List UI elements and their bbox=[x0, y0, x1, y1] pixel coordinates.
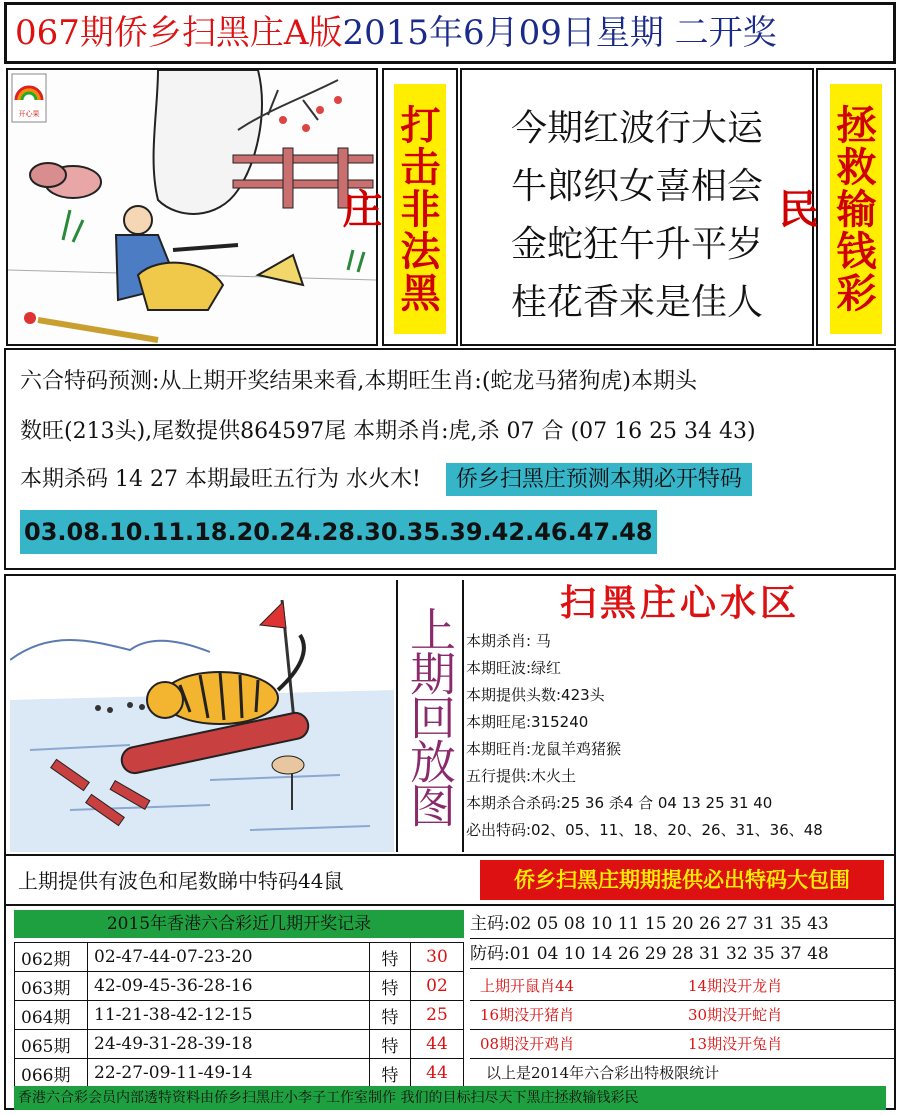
stats-row bbox=[470, 1001, 894, 1030]
right-banner: 拯救输钱彩民 bbox=[830, 84, 882, 334]
period-cell: 063期 bbox=[15, 972, 88, 1001]
table-row bbox=[15, 1001, 464, 1030]
numbers-cell: 42-09-45-36-28-16 bbox=[88, 972, 370, 1001]
special-cell: 44 bbox=[411, 1059, 464, 1088]
prediction-tag: 侨乡扫黑庄预测本期必开特码 bbox=[446, 463, 752, 496]
prediction-line-2: 数旺(213头),尾数提供864597尾 本期杀肖:虎,杀 07 合 (07 16 25 34 43) bbox=[20, 419, 756, 444]
poem-line-4: 桂花香来是佳人 bbox=[510, 282, 763, 323]
table-row bbox=[15, 1030, 464, 1059]
prediction-line-3: 本期杀码 14 27 本期最旺五行为 水火木! bbox=[20, 467, 421, 492]
period-cell: 065期 bbox=[15, 1030, 88, 1059]
prediction-line-1: 六合特码预测:从上期开奖结果来看,本期旺生肖:(蛇龙马猪狗虎)本期头 bbox=[20, 369, 697, 394]
prediction-panel bbox=[4, 348, 896, 570]
header-date: 2015年6月09日星期 二开奖 bbox=[342, 13, 777, 53]
zone-line-7: 本期杀合杀码:25 36 杀4 合 04 13 25 31 40 bbox=[466, 794, 773, 812]
zone-panel bbox=[466, 580, 894, 852]
footer-banner: 香港六合彩会员内部透特资料由侨乡扫黑庄小李子工作室制作 我们的目标扫尽天下黑庄拯救输钱彩民 bbox=[14, 1086, 886, 1110]
stats-grid bbox=[470, 972, 894, 1087]
defense-code: 防码:01 04 10 14 26 29 28 31 32 35 37 48 bbox=[470, 940, 894, 969]
te-cell: 特 bbox=[370, 1001, 411, 1030]
zone-line-3: 本期提供头数:423头 bbox=[466, 686, 605, 704]
period-cell: 062期 bbox=[15, 943, 88, 972]
stats-cell: 13期没开兔肖 bbox=[688, 1035, 783, 1053]
poem-panel bbox=[460, 68, 814, 346]
history-title: 2015年香港六合彩近几期开奖记录 bbox=[14, 910, 464, 938]
te-cell: 特 bbox=[370, 1059, 411, 1088]
numbers-cell: 02-47-44-07-23-20 bbox=[88, 943, 370, 972]
logo-text: 开心果 bbox=[18, 110, 40, 118]
special-cell: 30 bbox=[411, 943, 464, 972]
zone-line-1: 本期杀肖: 马 bbox=[466, 632, 551, 650]
poem-line-1: 今期红波行大运 bbox=[510, 108, 763, 149]
last-period-text: 上期提供有波色和尾数睇中特码44鼠 bbox=[18, 869, 344, 893]
right-banner-frame bbox=[772, 68, 896, 346]
stats-cell: 30期没开蛇肖 bbox=[688, 1006, 783, 1024]
top-illustration-panel bbox=[6, 68, 378, 346]
stats-row bbox=[470, 1030, 894, 1059]
te-cell: 特 bbox=[370, 943, 411, 972]
stats-cell: 16期没开猪肖 bbox=[480, 1006, 575, 1024]
tiger-illustration-panel bbox=[10, 580, 394, 852]
zone-line-6: 五行提供:木火土 bbox=[466, 767, 577, 785]
review-label: 上期回放图 bbox=[396, 580, 464, 852]
period-cell: 066期 bbox=[15, 1059, 88, 1088]
te-cell: 特 bbox=[370, 972, 411, 1001]
main-code: 主码:02 05 08 10 11 15 20 26 27 31 35 43 bbox=[470, 910, 894, 939]
left-banner-frame bbox=[336, 68, 458, 346]
table-row bbox=[15, 943, 464, 972]
stats-row bbox=[470, 972, 894, 1001]
poem-line-2: 牛郎织女喜相会 bbox=[510, 166, 763, 207]
numbers-cell: 22-27-09-11-49-14 bbox=[88, 1059, 370, 1088]
left-banner: 打击非法黑庄 bbox=[394, 84, 446, 334]
header-period-title: 067期侨乡扫黑庄A版 bbox=[15, 13, 343, 53]
te-cell: 特 bbox=[370, 1030, 411, 1059]
table-row bbox=[15, 1059, 464, 1088]
stats-cell: 上期开鼠肖44 bbox=[480, 977, 575, 995]
history-table bbox=[14, 942, 464, 1088]
poem-line-3: 金蛇狂午升平岁 bbox=[510, 224, 763, 265]
zone-title: 扫黑庄心水区 bbox=[559, 583, 800, 624]
stats-cell: 14期没开龙肖 bbox=[688, 977, 783, 995]
period-cell: 064期 bbox=[15, 1001, 88, 1030]
zone-line-2: 本期旺波:绿红 bbox=[466, 659, 562, 677]
header-title bbox=[4, 2, 896, 64]
zone-line-5: 本期旺肖:龙鼠羊鸡猪猴 bbox=[466, 740, 622, 758]
numbers-cell: 24-49-31-28-39-18 bbox=[88, 1030, 370, 1059]
numbers-cell: 11-21-38-42-12-15 bbox=[88, 1001, 370, 1030]
scholar-illustration bbox=[8, 70, 376, 344]
special-cell: 02 bbox=[411, 972, 464, 1001]
zone-line-4: 本期旺尾:315240 bbox=[466, 713, 589, 731]
must-open-numbers: 03.08.10.11.18.20.24.28.30.35.39.42.46.47.48 bbox=[20, 510, 657, 554]
package-tag: 侨乡扫黑庄期期提供必出特码大包围 bbox=[480, 860, 884, 900]
prediction-line-3-row bbox=[20, 458, 894, 502]
stats-note: 以上是2014年六合彩出特极限统计 bbox=[486, 1064, 720, 1082]
special-cell: 25 bbox=[411, 1001, 464, 1030]
table-row bbox=[15, 972, 464, 1001]
tiger-illustration bbox=[10, 580, 394, 852]
zone-line-8: 必出特码:02、05、11、18、20、26、31、36、48 bbox=[466, 821, 823, 839]
stats-cell: 08期没开鸡肖 bbox=[480, 1035, 575, 1053]
special-cell: 44 bbox=[411, 1030, 464, 1059]
